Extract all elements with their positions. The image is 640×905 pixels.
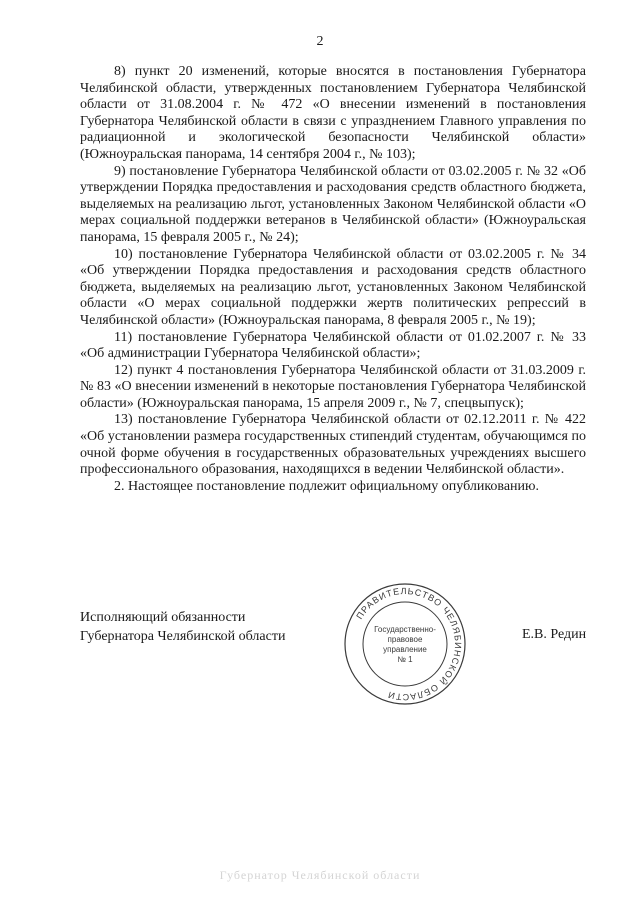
footer-watermark: Губернатор Челябинской области (219, 868, 421, 882)
signatory-name: Е.В. Редин (522, 627, 587, 642)
signatory-position (80, 608, 285, 646)
stamp-center-line-2: правовое (387, 635, 423, 644)
position-line-2: Губернатора Челябинской области (80, 629, 286, 644)
list-item: 10) постановление Губернатора Челябинской области от 03.02.2005 г. № 34 «Об утверждении Порядка предоставления и расходования средств областного бюджета, выделяемых на реализацию льгот, установленных Законом Челябинской области «О мерах социальной поддержки жертв политических репрессий в Челябинской области» (Южноуральская панорама, 8 февраля 2005 г., № 19); (80, 246, 586, 328)
position-line-1: Исполняющий обязанности (80, 610, 246, 625)
list-item: 9) постановление Губернатора Челябинской области от 03.02.2005 г. № 32 «Об утверждении Порядка предоставления и расходования средств областного бюджета, выделяемых на реализацию льгот, установленных Законом Челябинской области «О мерах социальной поддержки ветеранов в Челябинской области» (Южноуральская панорама, 15 февраля 2005 г., № 24); (80, 163, 586, 245)
document-body (80, 64, 586, 495)
stamp-inner-ring (363, 602, 447, 686)
list-item: 11) постановление Губернатора Челябинской области от 01.02.2007 г. № 33 «Об администрации Губернатора Челябинской области»; (80, 329, 586, 362)
list-item: 13) постановление Губернатора Челябинской области от 02.12.2011 г. № 422 «Об установлении размера государственных стипендий студентам, обучающимся по очной форме обучения в государственных образовательных учреждениях высшего профессионального образования, находящихся в ведении Челябинской области». (80, 412, 586, 478)
stamp-center-line-1: Государственно- (374, 625, 436, 634)
official-stamp (343, 582, 467, 706)
stamp-outer-text: ПРАВИТЕЛЬСТВО ЧЕЛЯБИНСКОЙ ОБЛАСТИ (354, 585, 464, 703)
page-number: 2 (316, 34, 324, 49)
list-item: 8) пункт 20 изменений, которые вносятся в постановления Губернатора Челябинской области, утвержденных постановлением Губернатора Челябинской области от 31.08.2004 г. № 472 «О внесении изменений в постановления Губернатора Челябинской области в связи с упразднением Главного управления по радиационной и экологической безопасности Челябинской области» (Южноуральская панорама, 14 сентября 2004 г., № 103); (80, 64, 586, 162)
stamp-center-line-4: № 1 (397, 655, 413, 664)
final-clause: 2. Настоящее постановление подлежит официальному опубликованию. (114, 478, 539, 494)
stamp-center-line-3: управление (383, 645, 427, 654)
list-item: 12) пункт 4 постановления Губернатора Челябинской области от 31.03.2009 г. № 83 «О внесении изменений в некоторые постановления Губернатора Челябинской области» (Южноуральская панорама, 15 апреля 2009 г., № 7, спецвыпуск); (80, 362, 586, 411)
